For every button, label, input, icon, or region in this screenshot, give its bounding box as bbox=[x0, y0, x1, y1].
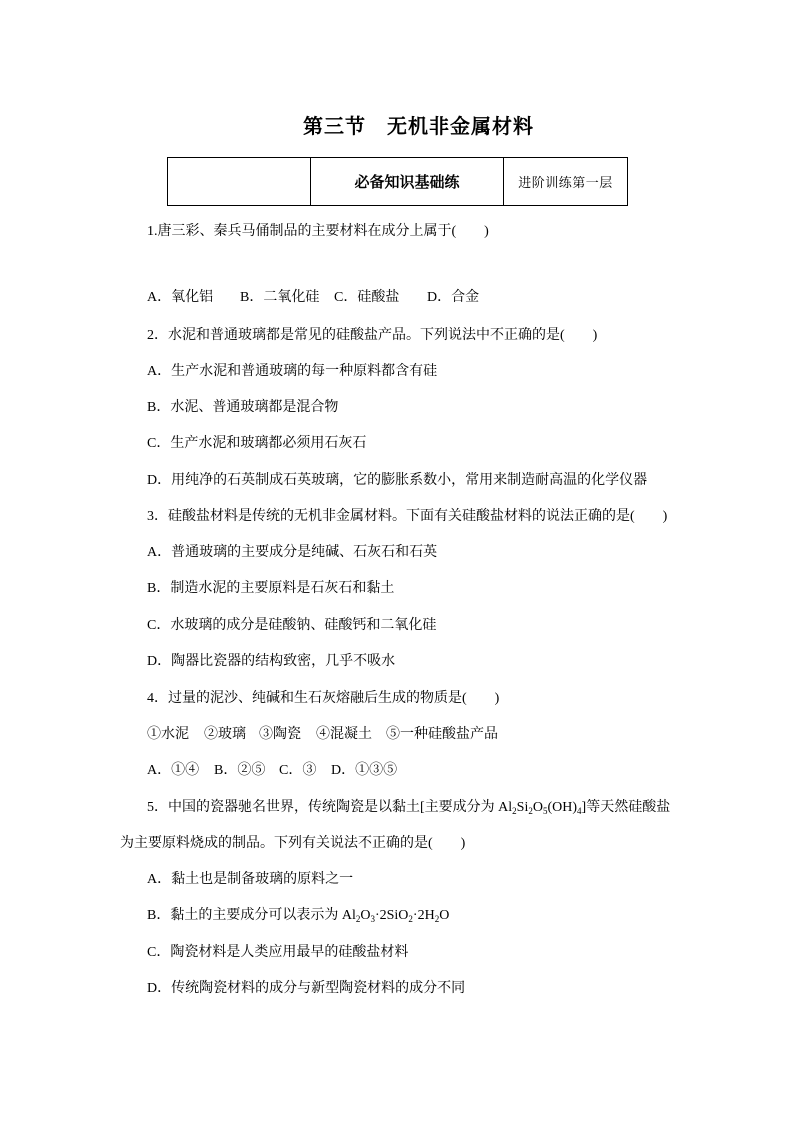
option-text: 黏土也是制备玻璃的原料之一 bbox=[171, 872, 354, 887]
option-text: 合金 bbox=[451, 290, 480, 305]
option-c bbox=[334, 289, 399, 307]
option-text: 二氧化硅 bbox=[263, 290, 320, 305]
option-label: D． bbox=[147, 473, 172, 488]
formula-subscript: 5 bbox=[542, 806, 548, 816]
question-3-option-b bbox=[147, 580, 394, 598]
question-4-stem bbox=[147, 690, 499, 708]
question-1-options bbox=[0, 289, 794, 307]
question-5-stem-line-2 bbox=[120, 835, 465, 853]
header-cell-empty bbox=[168, 158, 311, 205]
option-text: 水玻璃的成分是硅酸钠、硅酸钙和二氧化硅 bbox=[170, 618, 437, 633]
question-3-stem bbox=[147, 508, 667, 526]
list-item: ①水泥 bbox=[147, 727, 189, 742]
option-label: B． bbox=[147, 581, 171, 596]
option-c bbox=[279, 762, 316, 780]
question-5-option-b bbox=[147, 907, 449, 925]
option-b bbox=[240, 289, 319, 307]
header-cell-level: 进阶训练第一层 bbox=[518, 175, 613, 190]
formula-text: Si bbox=[516, 800, 529, 815]
option-a bbox=[147, 289, 213, 307]
question-text: 水泥和普通玻璃都是常见的硅酸盐产品。下列说法中不正确的是( ) bbox=[168, 328, 598, 343]
formula-subscript: 4 bbox=[577, 806, 582, 816]
option-label: A． bbox=[147, 872, 172, 887]
question-2-option-b bbox=[147, 399, 338, 417]
question-text: 过量的泥沙、纯碱和生石灰熔融后生成的物质是( ) bbox=[168, 691, 500, 706]
question-number: 4． bbox=[147, 691, 168, 706]
formula-subscript: 2 bbox=[434, 914, 440, 924]
question-text: 中国的瓷器驰名世界，传统陶瓷是以黏土[主要成分为 Al bbox=[168, 800, 513, 815]
option-label: C． bbox=[147, 436, 171, 451]
header-table bbox=[167, 157, 628, 206]
option-text: ②⑤ bbox=[237, 763, 266, 778]
question-1-stem bbox=[147, 223, 489, 241]
question-text: 唐三彩、秦兵马俑制品的主要材料在成分上属于( ) bbox=[157, 224, 489, 239]
option-label: C． bbox=[147, 618, 171, 633]
option-text: 硅酸盐 bbox=[357, 290, 400, 305]
page-title: 第三节 无机非金属材料 bbox=[303, 116, 534, 138]
header-cell-section: 必备知识基础练 bbox=[311, 158, 504, 205]
option-label: D． bbox=[331, 763, 356, 778]
formula-text: ·2H bbox=[412, 908, 435, 923]
option-text: ①④ bbox=[171, 763, 200, 778]
option-text: 生产水泥和玻璃都必须用石灰石 bbox=[170, 436, 367, 451]
question-4-options bbox=[0, 762, 794, 780]
question-2-option-a bbox=[147, 363, 437, 381]
question-number: 3． bbox=[147, 509, 168, 524]
question-5-stem-line-1 bbox=[147, 799, 670, 817]
formula-subscript: 2 bbox=[408, 914, 413, 924]
formula-text: O bbox=[439, 908, 450, 923]
option-d bbox=[427, 289, 479, 307]
option-text: 黏土的主要成分可以表示为 Al bbox=[170, 908, 356, 923]
option-text: 陶瓷材料是人类应用最早的硅酸盐材料 bbox=[170, 945, 409, 960]
question-text: 硅酸盐材料是传统的无机非金属材料。下面有关硅酸盐材料的说法正确的是( ) bbox=[168, 509, 668, 524]
option-label: C． bbox=[147, 945, 171, 960]
question-3-option-d bbox=[147, 653, 395, 671]
option-label: A． bbox=[147, 545, 172, 560]
question-5-option-c bbox=[147, 944, 408, 962]
option-label: C． bbox=[279, 763, 303, 778]
question-2-option-d bbox=[147, 472, 647, 490]
option-text: 普通玻璃的主要成分是纯碱、石灰石和石英 bbox=[171, 545, 438, 560]
option-label: B． bbox=[147, 908, 171, 923]
formula-subscript: 2 bbox=[528, 806, 533, 816]
option-label: C． bbox=[334, 290, 358, 305]
option-a bbox=[147, 762, 199, 780]
formula-subscript: 2 bbox=[355, 914, 361, 924]
question-5-option-a bbox=[147, 871, 353, 889]
question-4-items bbox=[0, 726, 794, 744]
question-3-option-c bbox=[147, 617, 436, 635]
option-label: B． bbox=[214, 763, 238, 778]
formula-text: ·2SiO bbox=[374, 908, 409, 923]
question-number: 2． bbox=[147, 328, 168, 343]
list-item: ⑤一种硅酸盐产品 bbox=[386, 727, 498, 742]
option-label: B． bbox=[147, 400, 171, 415]
option-label: A． bbox=[147, 364, 172, 379]
formula-text: O bbox=[532, 800, 543, 815]
option-label: A． bbox=[147, 763, 172, 778]
option-text: 用纯净的石英制成石英玻璃，它的膨胀系数小，常用来制造耐高温的化学仪器 bbox=[171, 473, 648, 488]
option-text: ①③⑤ bbox=[355, 763, 398, 778]
option-b bbox=[214, 762, 265, 780]
option-label: D． bbox=[147, 981, 172, 996]
question-3-option-a bbox=[147, 544, 437, 562]
question-2-stem bbox=[147, 327, 597, 345]
formula-text: O bbox=[360, 908, 371, 923]
option-text: 生产水泥和普通玻璃的每一种原料都含有硅 bbox=[171, 364, 438, 379]
question-text: ]等天然硅酸盐 bbox=[581, 800, 671, 815]
option-label: B． bbox=[240, 290, 264, 305]
option-text: 传统陶瓷材料的成分与新型陶瓷材料的成分不同 bbox=[171, 981, 466, 996]
question-number: 5． bbox=[147, 800, 168, 815]
option-text: ③ bbox=[302, 763, 317, 778]
question-number: 1. bbox=[147, 224, 158, 239]
option-text: 陶器比瓷器的结构致密，几乎不吸水 bbox=[171, 654, 396, 669]
list-item: ②玻璃 bbox=[204, 727, 246, 742]
option-d bbox=[331, 762, 397, 780]
option-text: 氧化铝 bbox=[171, 290, 214, 305]
option-text: 制造水泥的主要原料是石灰石和黏土 bbox=[170, 581, 395, 596]
list-item: ④混凝土 bbox=[316, 727, 372, 742]
option-label: D． bbox=[427, 290, 452, 305]
question-5-option-d bbox=[147, 980, 465, 998]
formula-text: (OH) bbox=[547, 800, 578, 815]
question-2-option-c bbox=[147, 435, 366, 453]
option-text: 水泥、普通玻璃都是混合物 bbox=[170, 400, 339, 415]
option-label: A． bbox=[147, 290, 172, 305]
option-label: D． bbox=[147, 654, 172, 669]
formula-subscript: 2 bbox=[512, 806, 517, 816]
question-text: 为主要原料烧成的制品。下列有关说法不正确的是( ) bbox=[120, 836, 466, 851]
formula-subscript: 3 bbox=[370, 914, 375, 924]
list-item: ③陶瓷 bbox=[259, 727, 301, 742]
